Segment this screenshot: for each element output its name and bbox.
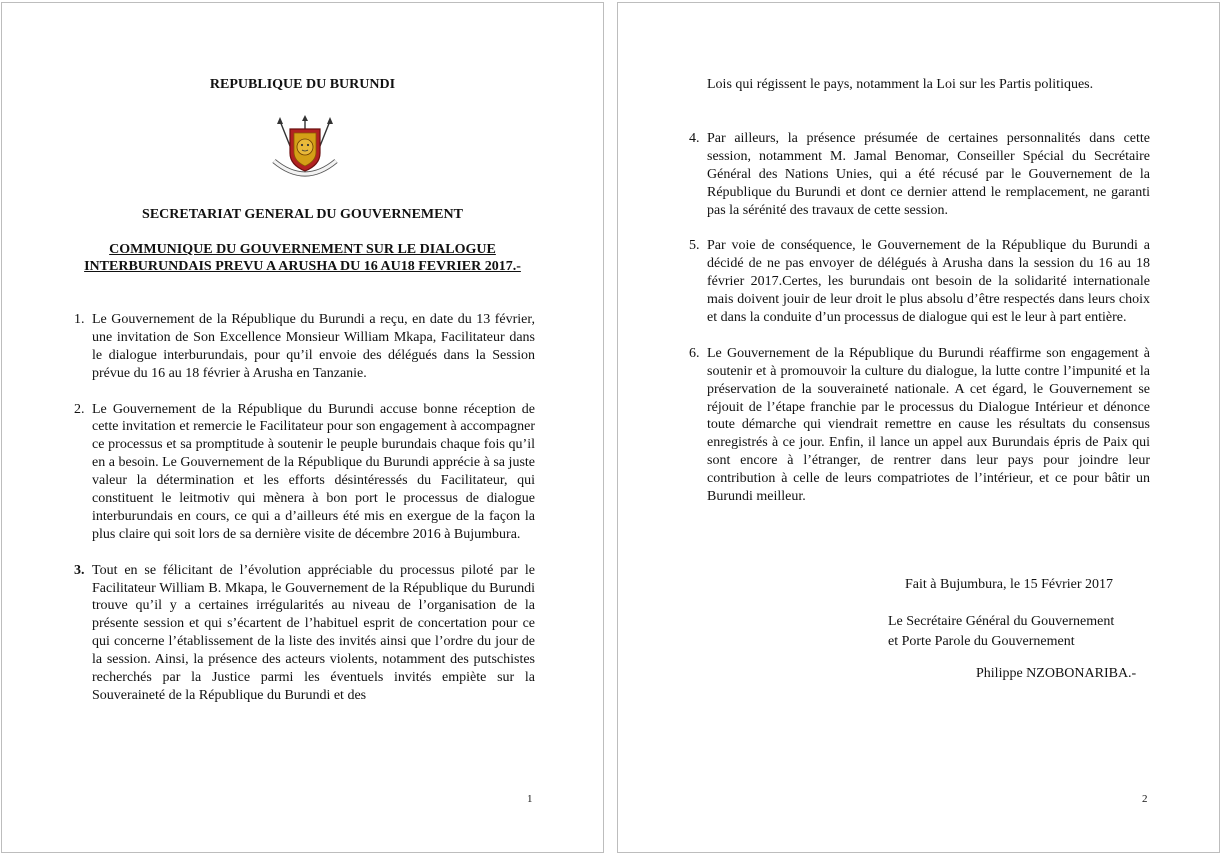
item-text: Par voie de conséquence, le Gouvernement de la République du Burundi a décidé de ne pas envoyer de délégués à Arusha dans la session du 16 au 18 février 2017.Certes, les burundais ont besoin de la solidarité internationale mais doivent jouir de leur droit le plus absolu d’être respectés dans leurs choix et dans la conduite d’un processus de dialogue qui est le leur à part entière. — [707, 238, 1150, 326]
list-item — [689, 237, 1150, 327]
item-number: 1. — [74, 312, 85, 327]
signatory-title-line-2: et Porte Parole du Gouvernement — [888, 634, 1075, 649]
page-number: 2 — [1142, 793, 1148, 805]
list-item — [689, 345, 1150, 506]
list-item — [74, 311, 535, 383]
secretariat-heading: SECRETARIAT GENERAL DU GOUVERNEMENT — [142, 207, 463, 222]
item-text: Par ailleurs, la présence présumée de certaines personnalités dans cette session, notamment M. Jamal Benomar, Conseiller Spécial du Secrétaire Général des Nations Unies, qui a été récusé par le Gouvernement de la République du Burundi et dont ce dernier attend le remplacement, ne garanti pas la sérénité des travaux de cette session. — [707, 131, 1150, 218]
list-item — [74, 562, 535, 705]
continued-paragraph: Lois qui régissent le pays, notamment la Loi sur les Partis politiques. — [707, 77, 1094, 92]
document-page-2 — [617, 2, 1220, 853]
republic-heading: REPUBLIQUE DU BURUNDI — [209, 77, 396, 92]
item-text: Le Gouvernement de la République du Burundi accuse bonne réception de cette invitation et remercie le Facilitateur pour son engagement à accompagner ce processus et sa promptitude à soutenir le peuple burundais chaque fois qu’il en a besoin. Le Gouvernement de la République du Burundi apprécie à sa juste valeur la détermination et les efforts désintéressés du Facilitateur, qui constituent le leitmotiv qui mènera à bon port le processus de dialogue interburundais en cours, ce qui a d’ailleurs été mis en exergue de la façon la plus claire qui soit lors de sa dernière visite de décembre 2016 à Bujumbura. — [92, 401, 535, 542]
item-text: Le Gouvernement de la République du Burundi a reçu, en date du 13 février, une invitation de Son Excellence Monsieur William Mkapa, Facilitateur dans le dialogue interburundais, pour qu’il envoie des délégués dans la Session prévue du 16 au 18 février à Arusha en Tanzanie. — [92, 312, 535, 381]
communique-items-page-1 — [74, 311, 535, 723]
headline-line-1: COMMUNIQUE DU GOUVERNEMENT SUR LE DIALOGUE — [109, 242, 496, 257]
signatory-title-line-1: Le Secrétaire Général du Gouvernement — [888, 614, 1115, 629]
communique-items-page-2 — [689, 130, 1150, 524]
item-number: 4. — [689, 131, 700, 146]
list-item — [689, 130, 1150, 220]
headline-line-2: INTERBURUNDAIS PREVU A ARUSHA DU 16 AU18 FEVRIER 2017.- — [84, 259, 521, 274]
item-number: 2. — [74, 401, 85, 417]
item-number: 6. — [689, 345, 700, 361]
page-number: 1 — [527, 793, 533, 805]
place-and-date: Fait à Bujumbura, le 15 Février 2017 — [905, 577, 1114, 592]
coat-of-arms-icon — [270, 115, 340, 187]
signatory-title — [888, 612, 1114, 652]
item-text: Tout en se félicitant de l’évolution appréciable du processus piloté par le Facilitateur William B. Mkapa, le Gouvernement de la République du Burundi trouve qu’il y a certaines irrégularités au niveau de l’organisation de la présente session et qui s’écartent de l’habituel esprit de concertation pour ce qui concerne l’établissement de la liste des invités ainsi que l’ordre du jour de la session. Ainsi, la présence des acteurs violents, notamment des putschistes recherchés par la Justice parmi les éventuels invités empiète sur la Souveraineté de la République du Burundi et des — [92, 562, 535, 703]
item-number: 3. — [74, 562, 85, 578]
list-item — [74, 401, 535, 544]
item-text: Le Gouvernement de la République du Burundi réaffirme son engagement à soutenir et à promouvoir la culture du dialogue, la lutte contre l’impunité et la préservation de la souveraineté nationale. A cet égard, le Gouvernement se réjouit de l’étape franchie par le processus du Dialogue Intérieur et dénonce toute démarche qui viendrait remettre en cause les résultats du consensus enregistrés à ce jour. Enfin, il lance un appel aux Burundais épris de Paix qui sont encore à l’étranger, de rentrer dans leur pays pour joindre leur contribution à celle de leurs compatriotes de l’intérieur, et ce pour bâtir un Burundi meilleur. — [707, 345, 1150, 505]
signatory-name: Philippe NZOBONARIBA.- — [976, 666, 1137, 681]
document-page-1 — [1, 2, 604, 853]
item-number: 5. — [689, 238, 700, 254]
communique-headline — [62, 241, 543, 275]
